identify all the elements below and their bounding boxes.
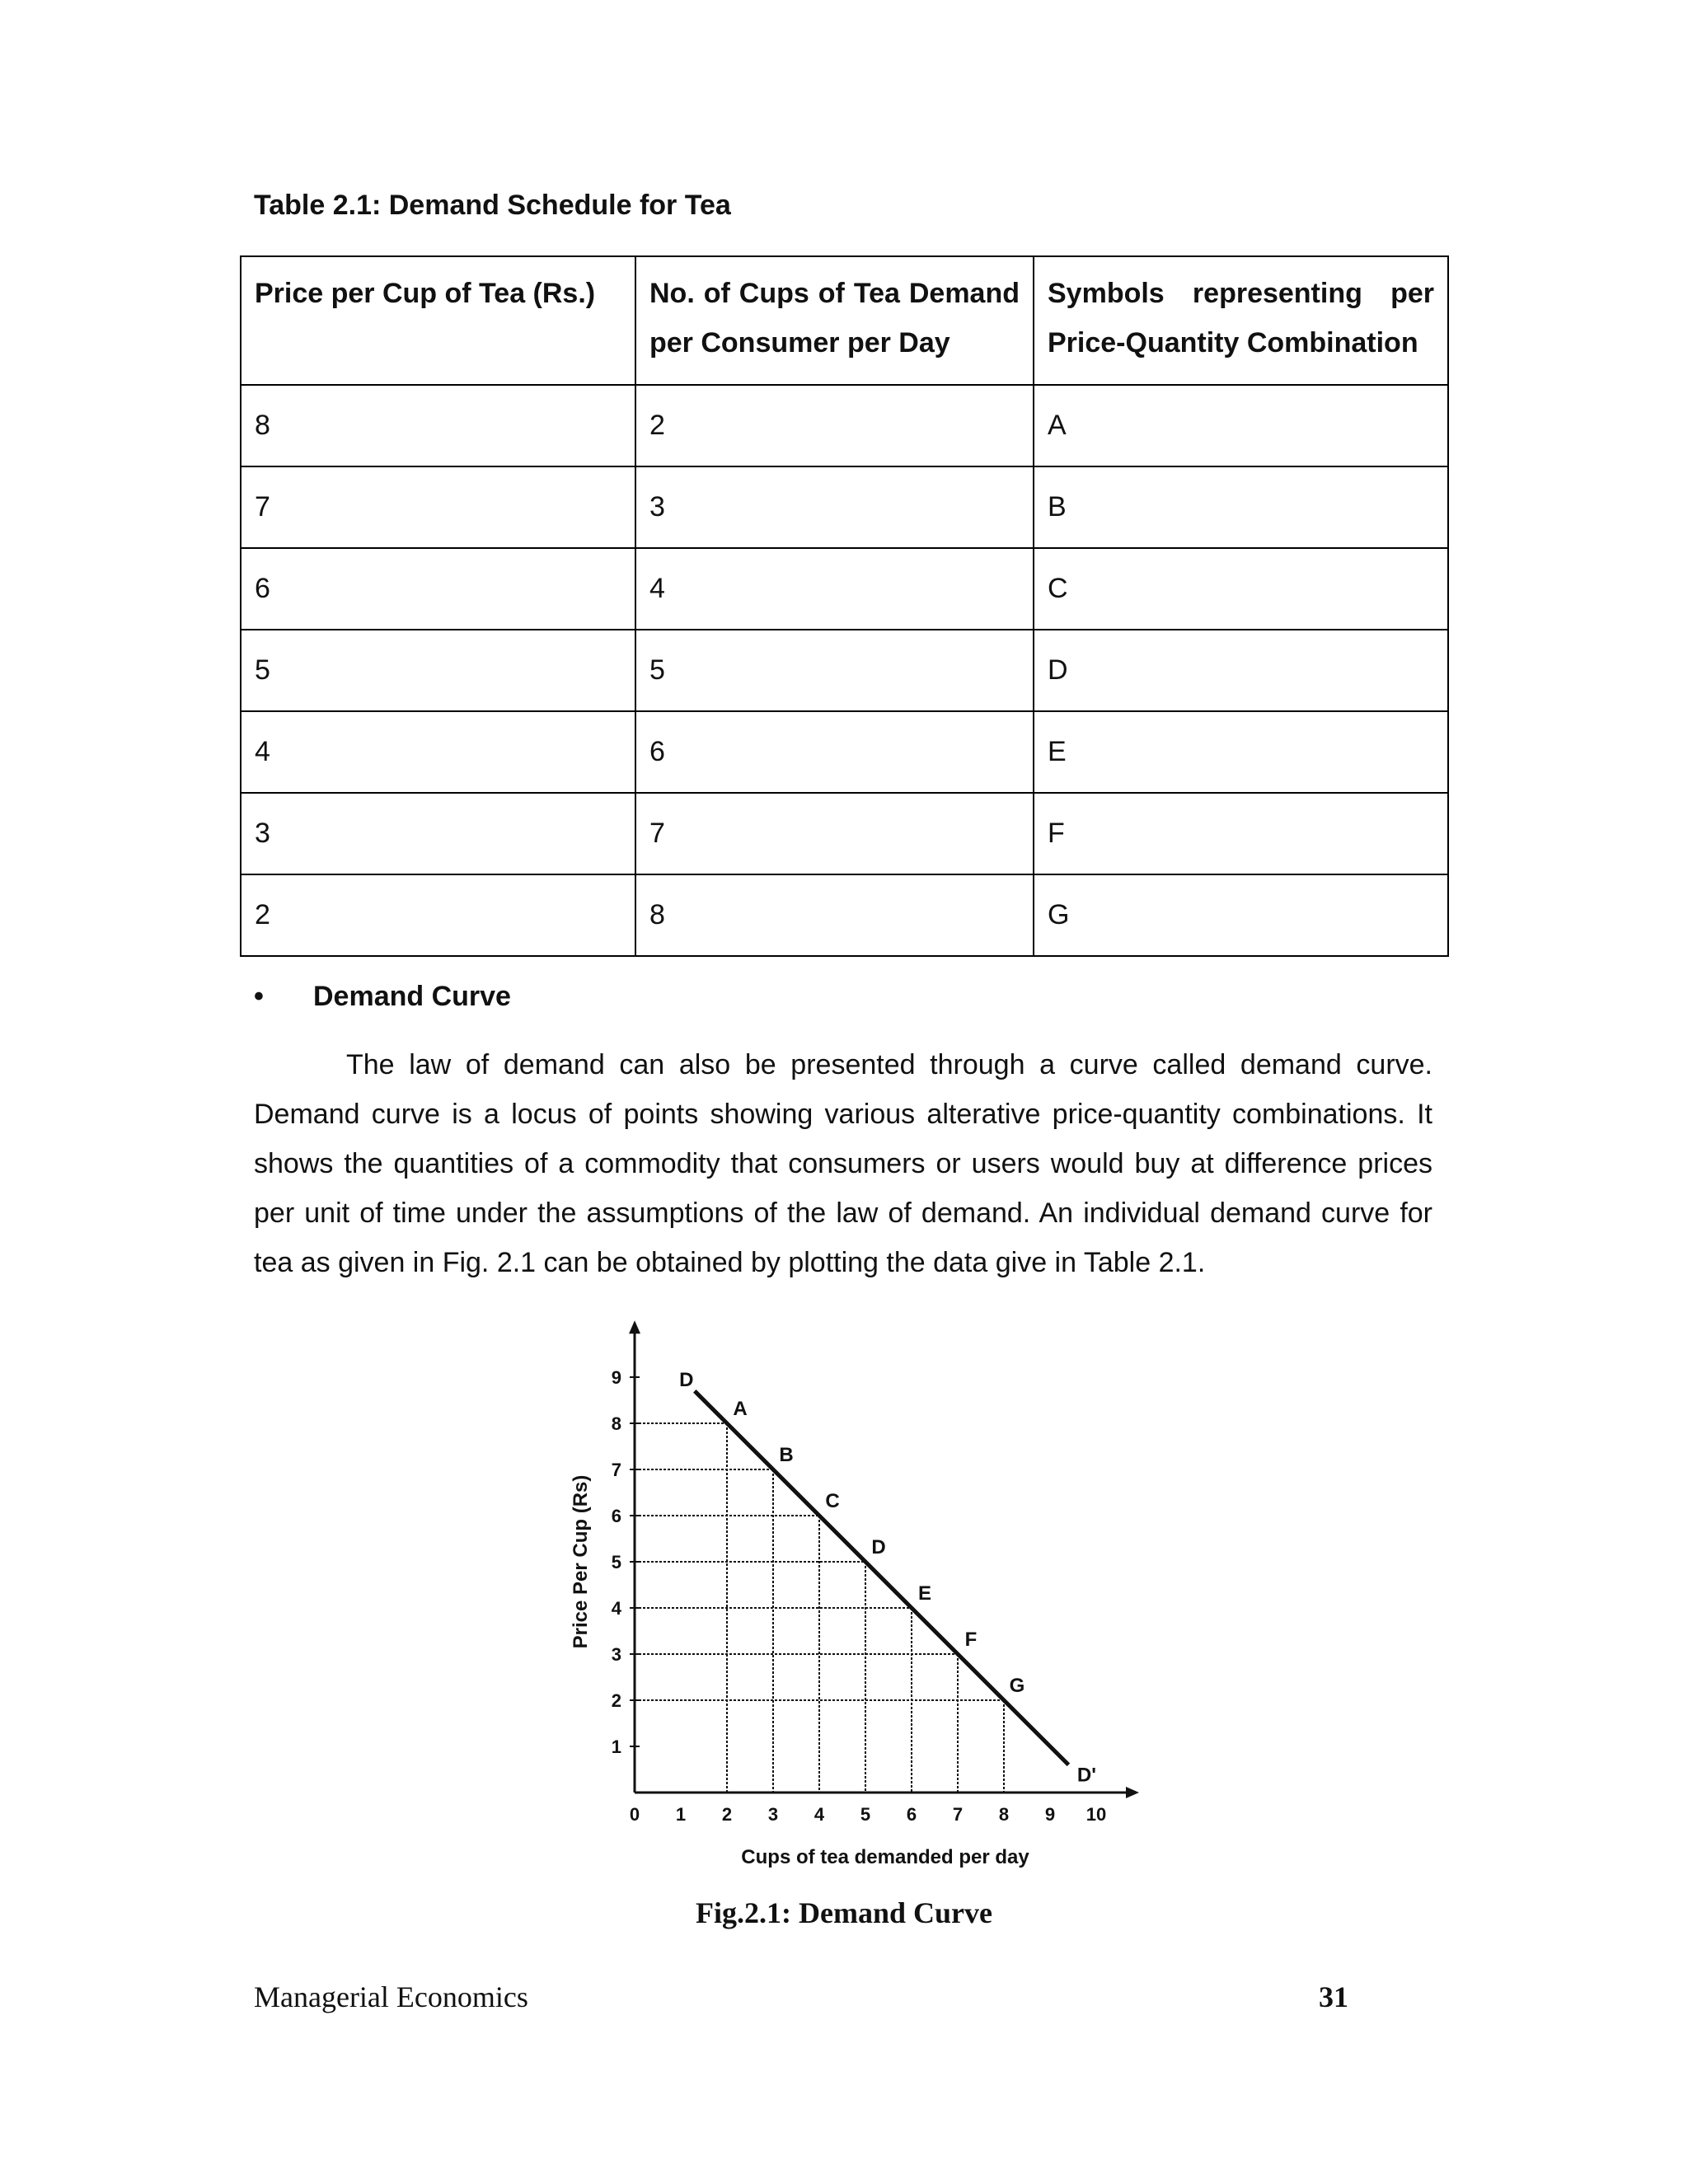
x-tick-label: 2 [721, 1804, 733, 1825]
y-tick-label: 5 [611, 1552, 621, 1572]
cell-symbol: A [1034, 385, 1448, 466]
table-row [241, 711, 1448, 793]
x-tick-label: 5 [860, 1804, 871, 1825]
body-paragraph-text: The law of demand can also be presented through a curve called demand curve. Demand curve is a locus of points showing various alterative price-quantity combinations. It shows the quantities of a commodity that consumers or users would buy at difference prices per unit of time under the assumptions of the law of demand. An individual demand curve for tea as given in Fig. 2.1 can be obtained by plotting the data give in Table 2.1. [254, 1049, 1432, 1278]
table-row [241, 466, 1448, 548]
x-tick-label: 3 [767, 1804, 779, 1825]
y-axis-arrow-icon [629, 1320, 640, 1333]
x-tick-label: 8 [998, 1804, 1010, 1825]
table-row [241, 630, 1448, 711]
x-tick-label: 6 [906, 1804, 917, 1825]
header-symbols: Symbols representing per Price-Quantity Combination [1034, 256, 1448, 385]
cell-price: 7 [241, 466, 635, 548]
cell-cups: 8 [635, 874, 1034, 956]
cell-symbol: G [1034, 874, 1448, 956]
point-label-G: G [1009, 1675, 1025, 1697]
section-heading [254, 981, 511, 1013]
header-cups: No. of Cups of Tea Demand per Consumer per Day [635, 256, 1034, 385]
table-row [241, 874, 1448, 956]
cell-symbol: B [1034, 466, 1448, 548]
table-title: Table 2.1: Demand Schedule for Tea [254, 190, 731, 221]
y-tick-label: 6 [611, 1506, 621, 1526]
cell-price: 3 [241, 793, 635, 874]
cell-cups: 7 [635, 793, 1034, 874]
cell-price: 6 [241, 548, 635, 630]
cell-cups: 6 [635, 711, 1034, 793]
x-tick-label: 0 [629, 1804, 640, 1825]
cell-cups: 3 [635, 466, 1034, 548]
x-tick-label: 10 [1085, 1804, 1107, 1825]
demand-curve-figure [560, 1310, 1203, 1904]
y-tick-label: 4 [611, 1598, 621, 1619]
cell-price: 5 [241, 630, 635, 711]
cell-cups: 4 [635, 548, 1034, 630]
cell-price: 2 [241, 874, 635, 956]
y-tick-label: 1 [611, 1736, 621, 1757]
table-row [241, 548, 1448, 630]
cell-symbol: C [1034, 548, 1448, 630]
table-row [241, 385, 1448, 466]
cell-symbol: E [1034, 711, 1448, 793]
demand-schedule-table [240, 255, 1449, 957]
cell-price: 4 [241, 711, 635, 793]
point-label-F: F [964, 1629, 978, 1651]
section-heading-text: Demand Curve [313, 981, 511, 1012]
bullet-icon: • [254, 981, 264, 1012]
cell-cups: 5 [635, 630, 1034, 711]
demand-curve-chart [560, 1310, 1203, 1904]
table-row [241, 793, 1448, 874]
demand-curve-line [695, 1391, 1069, 1765]
y-tick-label: 2 [611, 1690, 621, 1711]
cell-symbol: F [1034, 793, 1448, 874]
y-tick-label: 8 [611, 1413, 621, 1434]
page-number: 31 [1319, 1980, 1348, 2013]
x-tick-label: 1 [675, 1804, 687, 1825]
point-label-D: D [871, 1536, 886, 1558]
cell-symbol: D [1034, 630, 1448, 711]
table-header-row [241, 256, 1448, 385]
x-axis-label: Cups of tea demanded per day [741, 1846, 1029, 1868]
figure-caption: Fig.2.1: Demand Curve [696, 1896, 992, 1929]
header-price: Price per Cup of Tea (Rs.) [241, 256, 635, 385]
point-label-E: E [917, 1582, 932, 1605]
footer-book-title: Managerial Economics [254, 1980, 528, 2013]
cell-price: 8 [241, 385, 635, 466]
point-label-C: C [825, 1490, 840, 1512]
cell-cups: 2 [635, 385, 1034, 466]
y-tick-label: 7 [611, 1460, 621, 1480]
x-axis-arrow-icon [1126, 1787, 1139, 1798]
point-label-B: B [779, 1444, 794, 1466]
curve-start-label: D [679, 1368, 694, 1391]
body-paragraph [254, 1040, 1432, 1287]
point-label-A: A [733, 1398, 748, 1420]
y-axis-label: Price Per Cup (Rs) [570, 1474, 592, 1649]
y-tick-label: 3 [611, 1644, 621, 1665]
x-tick-label: 9 [1044, 1804, 1056, 1825]
x-tick-label: 4 [814, 1804, 825, 1825]
curve-end-label: D' [1076, 1764, 1096, 1787]
y-tick-label: 9 [611, 1367, 621, 1388]
x-tick-label: 7 [952, 1804, 964, 1825]
